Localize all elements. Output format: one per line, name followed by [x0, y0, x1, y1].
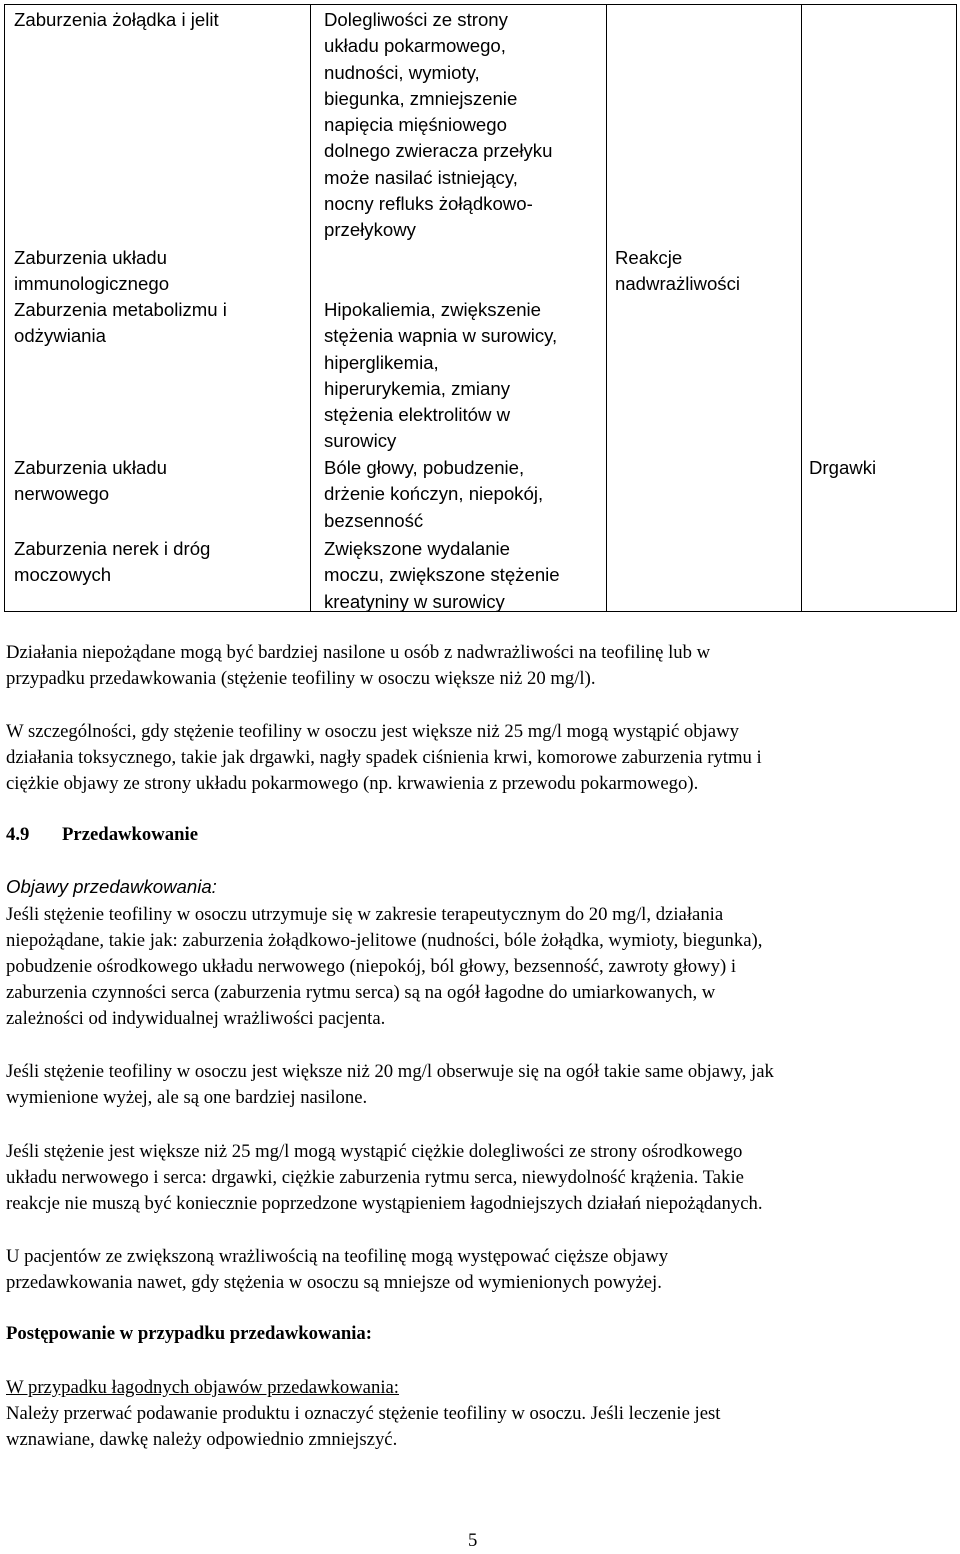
paragraph-line: zależności od indywidualnej wrażliwości pacjenta. [6, 1008, 386, 1029]
paragraph-line: Należy przerwać podawanie produktu i oznaczyć stężenie teofiliny w osoczu. Jeśli leczenie jest [6, 1403, 721, 1424]
mild-symptoms-label: W przypadku łagodnych objawów przedawkowania: [6, 1377, 400, 1398]
effect-immune: Reakcje nadwrażliwości [615, 247, 741, 295]
section-heading [6, 824, 198, 846]
symptoms-label: Objawy przedawkowania: [6, 876, 217, 897]
paragraph-line: reakcje nie muszą być koniecznie poprzedzone wystąpieniem łagodniejszych działań niepożądanych. [6, 1193, 763, 1214]
section-title: Przedawkowanie [62, 824, 198, 845]
table-column-divider [801, 4, 802, 611]
effect-metabolism: Hipokaliemia, zwiększenie stężenia wapnia w surowicy, hiperglikemia, hiperurykemia, zmiany stężenia elektrolitów w surowicy [324, 299, 558, 452]
paragraph-line: układu nerwowego i serca: drgawki, ciężkie zaburzenia rytmu serca, niewydolność krążenia. Takie [6, 1167, 744, 1188]
organ-class-metabolism: Zaburzenia metabolizmu i odżywiania [14, 299, 227, 347]
management-heading: Postępowanie w przypadku przedawkowania: [6, 1323, 372, 1344]
paragraph-line: Jeśli stężenie jest większe niż 25 mg/l mogą wystąpić ciężkie dolegliwości ze strony ośrodkowego [6, 1141, 743, 1162]
effect-gi: Dolegliwości ze strony układu pokarmowego, nudności, wymioty, biegunka, zmniejszenie napięcia mięśniowego dolnego zwieracza przełyku może nasilać istniejący, nocny refluks żołądkowo- przełykowy [324, 9, 553, 241]
paragraph-line: wznawiane, dawkę należy odpowiednio zmniejszyć. [6, 1429, 398, 1450]
paragraph-line: W szczególności, gdy stężenie teofiliny w osoczu jest większe niż 25 mg/l mogą wystąpić objawy [6, 721, 739, 742]
table-column-divider [310, 4, 311, 611]
paragraph-line: działania toksycznego, takie jak drgawki, nagły spadek ciśnienia krwi, komorowe zaburzenia rytmu i [6, 747, 762, 768]
section-number: 4.9 [6, 824, 30, 845]
organ-class-nervous: Zaburzenia układu nerwowego [14, 457, 167, 505]
paragraph-line: Jeśli stężenie teofiliny w osoczu utrzymuje się w zakresie terapeutycznym do 20 mg/l, działania [6, 904, 724, 925]
paragraph-line: ciężkie objawy ze strony układu pokarmowego (np. krwawienia z przewodu pokarmowego). [6, 773, 699, 794]
paragraph-line: Działania niepożądane mogą być bardziej nasilone u osób z nadwrażliwości na teofilinę lub w [6, 642, 711, 663]
paragraph-line: przedawkowania nawet, gdy stężenia w osoczu są mniejsze od wymienionych powyżej. [6, 1272, 662, 1293]
paragraph-line: Jeśli stężenie teofiliny w osoczu jest większe niż 20 mg/l obserwuje się na ogół takie same objawy, jak [6, 1061, 774, 1082]
paragraph-line: niepożądane, takie jak: zaburzenia żołądkowo-jelitowe (nudności, bóle żołądka, wymioty, biegunka), [6, 930, 763, 951]
paragraph-line: U pacjentów ze zwiększoną wrażliwością na teofilinę mogą występować cięższe objawy [6, 1246, 669, 1267]
paragraph-line: wymienione wyżej, ale są one bardziej nasilone. [6, 1087, 368, 1108]
adverse-effects-table [4, 4, 956, 611]
organ-class-gi: Zaburzenia żołądka i jelit [14, 9, 219, 30]
paragraph-line: zaburzenia czynności serca (zaburzenia rytmu serca) są na ogół łagodne do umiarkowanych, w [6, 982, 716, 1003]
effect-nervous: Bóle głowy, pobudzenie, drżenie kończyn, niepokój, bezsenność [324, 457, 544, 531]
page-number: 5 [468, 1530, 478, 1551]
table-column-divider [606, 4, 607, 611]
paragraph-line: pobudzenie ośrodkowego układu nerwowego (niepokój, ból głowy, bezsenność, zawroty głowy) i [6, 956, 737, 977]
effect-renal: Zwiększone wydalanie moczu, zwiększone stężenie kreatyniny w surowicy [324, 538, 560, 612]
effect-nervous-rare: Drgawki [809, 457, 877, 478]
organ-class-renal: Zaburzenia nerek i dróg moczowych [14, 538, 211, 586]
organ-class-immune: Zaburzenia układu immunologicznego [14, 247, 170, 295]
paragraph-line: przypadku przedawkowania (stężenie teofiliny w osoczu większe niż 20 mg/l). [6, 668, 596, 689]
